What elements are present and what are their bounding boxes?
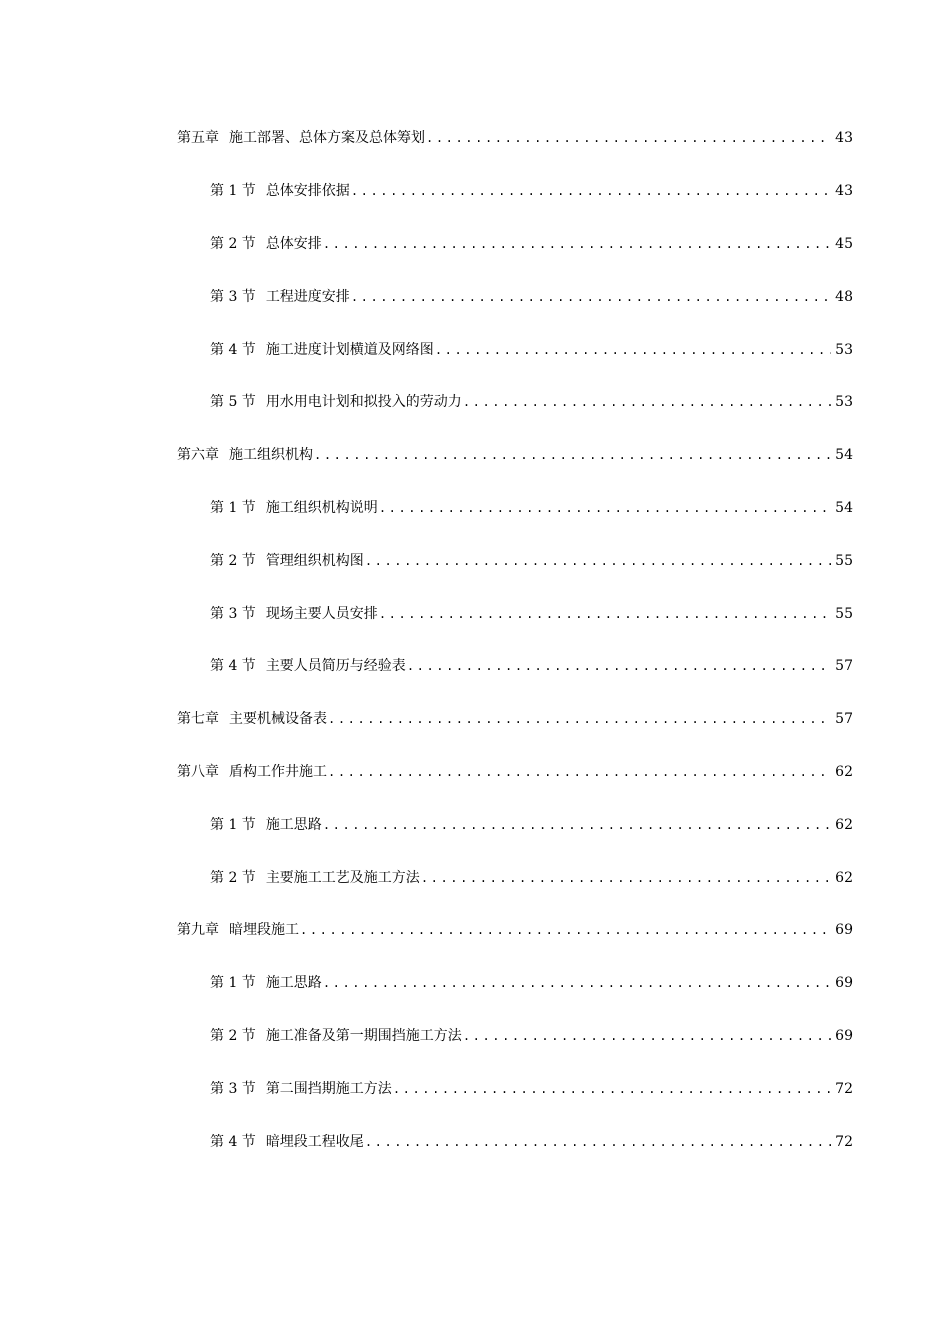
entry-number: 第 1 节 <box>210 183 256 200</box>
entry-title: 暗埋段施工 <box>229 922 299 939</box>
toc-entry-section[interactable] <box>0 376 950 429</box>
entry-page-number: 62 <box>835 763 853 780</box>
dot-leader <box>323 234 831 254</box>
toc-entry-section[interactable] <box>0 1115 950 1168</box>
dot-leader <box>421 868 831 888</box>
entry-title: 施工部署、总体方案及总体筹划 <box>229 130 425 147</box>
entry-page-number: 45 <box>835 235 853 252</box>
dot-leader <box>393 1079 831 1099</box>
entry-number: 第 3 节 <box>210 288 256 305</box>
entry-title: 施工组织机构 <box>229 447 313 464</box>
toc-entry-section[interactable] <box>0 798 950 851</box>
dot-leader <box>300 920 831 940</box>
dot-leader <box>463 1026 831 1046</box>
dot-leader <box>365 1132 831 1152</box>
entry-title: 主要施工工艺及施工方法 <box>265 869 420 886</box>
entry-page-number: 54 <box>835 499 853 516</box>
toc-entry-section[interactable] <box>0 270 950 323</box>
entry-page-number: 53 <box>835 394 853 411</box>
dot-leader <box>328 709 831 729</box>
entry-page-number: 72 <box>835 1080 853 1097</box>
entry-number: 第 4 节 <box>210 341 256 358</box>
dot-leader <box>328 762 831 782</box>
entry-page-number: 57 <box>835 711 853 728</box>
entry-page-number: 62 <box>835 816 853 833</box>
toc-entry-section[interactable] <box>0 851 950 904</box>
entry-title: 施工思路 <box>265 975 322 992</box>
entry-number: 第 4 节 <box>210 658 256 675</box>
toc-entry-chapter-9[interactable] <box>0 904 950 957</box>
entry-title: 施工准备及第一期围挡施工方法 <box>265 1027 462 1044</box>
entry-title: 施工组织机构说明 <box>265 499 378 516</box>
entry-number: 第六章 <box>177 447 219 464</box>
toc-entry-section[interactable] <box>0 587 950 640</box>
dot-leader <box>365 551 831 571</box>
entry-title: 主要人员简历与经验表 <box>265 658 406 675</box>
entry-page-number: 72 <box>835 1133 853 1150</box>
entry-number: 第 3 节 <box>210 605 256 622</box>
entry-page-number: 69 <box>835 1027 853 1044</box>
toc-entry-section[interactable] <box>0 534 950 587</box>
entry-title: 总体安排依据 <box>265 183 350 200</box>
entry-number: 第 2 节 <box>210 1027 256 1044</box>
entry-page-number: 69 <box>835 975 853 992</box>
entry-page-number: 55 <box>835 552 853 569</box>
toc-entry-section[interactable] <box>0 1010 950 1063</box>
entry-number: 第七章 <box>177 711 219 728</box>
entry-page-number: 43 <box>835 183 853 200</box>
entry-title: 施工进度计划横道及网络图 <box>265 341 434 358</box>
entry-page-number: 69 <box>835 922 853 939</box>
entry-page-number: 62 <box>835 869 853 886</box>
entry-number: 第九章 <box>177 922 219 939</box>
entry-title: 第二围挡期施工方法 <box>265 1080 392 1097</box>
dot-leader <box>463 392 831 412</box>
toc-entry-chapter-6[interactable] <box>0 429 950 482</box>
entry-title: 盾构工作井施工 <box>229 763 327 780</box>
entry-page-number: 53 <box>835 341 853 358</box>
dot-leader <box>379 498 831 518</box>
toc-entry-section[interactable] <box>0 218 950 271</box>
toc-entry-section[interactable] <box>0 323 950 376</box>
toc-entry-section[interactable] <box>0 1062 950 1115</box>
entry-number: 第 4 节 <box>210 1133 256 1150</box>
entry-page-number: 48 <box>835 288 853 305</box>
entry-number: 第 1 节 <box>210 816 256 833</box>
dot-leader <box>323 973 831 993</box>
entry-page-number: 55 <box>835 605 853 622</box>
dot-leader <box>323 815 831 835</box>
dot-leader <box>351 287 831 307</box>
entry-page-number: 57 <box>835 658 853 675</box>
entry-page-number: 54 <box>835 447 853 464</box>
entry-number: 第八章 <box>177 763 219 780</box>
toc-entry-chapter-8[interactable] <box>0 746 950 799</box>
dot-leader <box>426 128 831 148</box>
toc-entry-section[interactable] <box>0 482 950 535</box>
entry-number: 第 3 节 <box>210 1080 256 1097</box>
toc-entry-chapter-5[interactable] <box>0 112 950 165</box>
entry-title: 总体安排 <box>265 235 322 252</box>
toc-entry-section[interactable] <box>0 957 950 1010</box>
entry-number: 第 2 节 <box>210 869 256 886</box>
entry-title: 用水用电计划和拟投入的劳动力 <box>265 394 462 411</box>
table-of-contents <box>0 112 950 1168</box>
toc-entry-chapter-7[interactable] <box>0 693 950 746</box>
entry-number: 第五章 <box>177 130 219 147</box>
entry-title: 工程进度安排 <box>265 288 350 305</box>
entry-number: 第 1 节 <box>210 975 256 992</box>
entry-page-number: 43 <box>835 130 853 147</box>
toc-entry-section[interactable] <box>0 165 950 218</box>
dot-leader <box>351 181 831 201</box>
entry-title: 施工思路 <box>265 816 322 833</box>
dot-leader <box>379 604 831 624</box>
entry-title: 现场主要人员安排 <box>265 605 378 622</box>
entry-number: 第 5 节 <box>210 394 256 411</box>
entry-title: 主要机械设备表 <box>229 711 327 728</box>
entry-number: 第 2 节 <box>210 552 256 569</box>
entry-number: 第 2 节 <box>210 235 256 252</box>
entry-title: 暗埋段工程收尾 <box>265 1133 364 1150</box>
entry-title: 管理组织机构图 <box>265 552 364 569</box>
entry-number: 第 1 节 <box>210 499 256 516</box>
dot-leader <box>314 445 831 465</box>
dot-leader <box>435 340 831 360</box>
dot-leader <box>407 656 831 676</box>
toc-entry-section[interactable] <box>0 640 950 693</box>
